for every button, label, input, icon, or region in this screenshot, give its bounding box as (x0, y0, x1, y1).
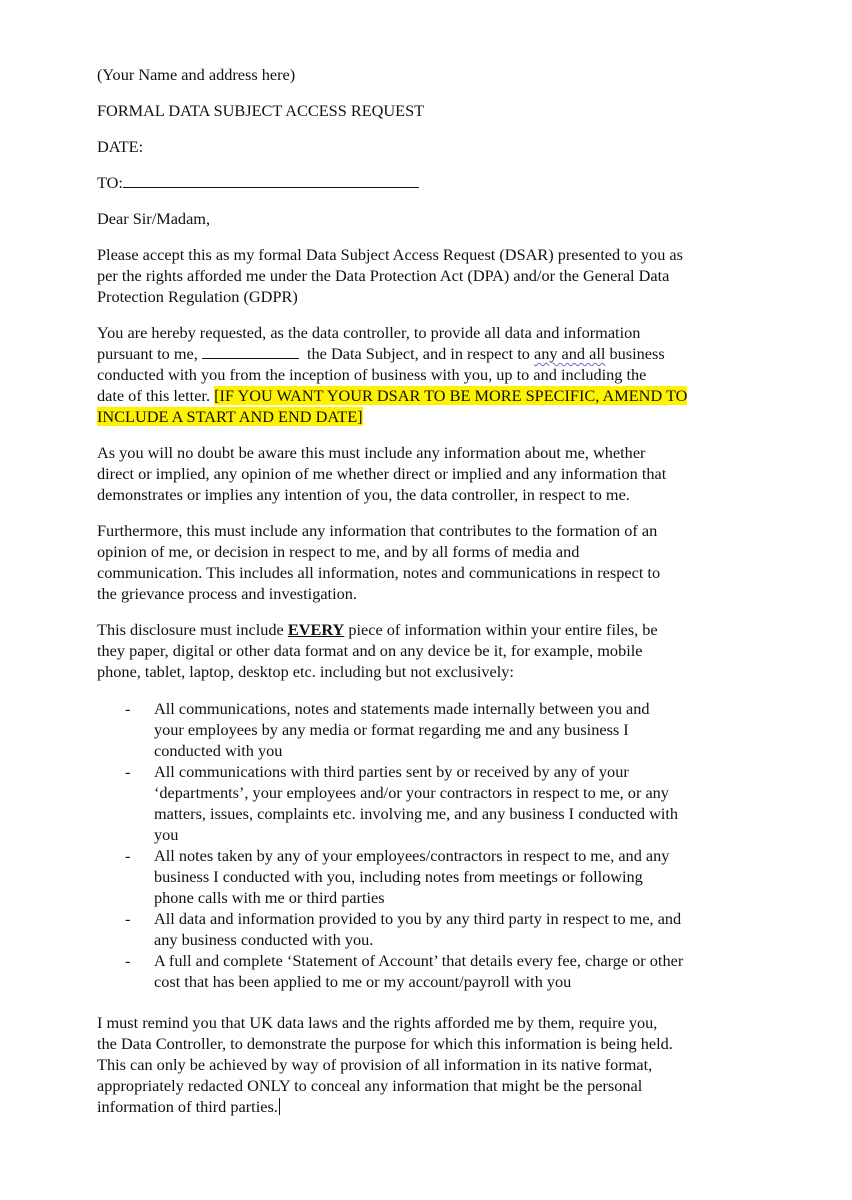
paragraph-line: the grievance process and investigation. (97, 584, 357, 603)
paragraph-line: they paper, digital or other data format and on any device be it, for example, mobile (97, 641, 643, 660)
text-span: information of third parties. (97, 1097, 278, 1116)
text-span: the Data Subject, and in respect to (307, 344, 530, 363)
paragraph-line: per the rights afforded me under the Data Protection Act (DPA) and/or the General Data (97, 266, 670, 285)
paragraph-reminder (97, 1012, 762, 1117)
text-span: piece of information within your entire files, be (348, 620, 658, 639)
paragraph-line (97, 406, 762, 427)
bullet-dash: - (125, 762, 131, 781)
paragraph-line: Please accept this as my formal Data Subject Access Request (DSAR) presented to you as (97, 245, 683, 264)
letter-heading: FORMAL DATA SUBJECT ACCESS REQUEST (97, 101, 425, 120)
grammar-flagged-text: any and all (533, 344, 606, 363)
list-item-line: ‘departments’, your employees and/or your contractors in respect to me, or any (154, 783, 669, 802)
list-item (97, 950, 762, 992)
paragraph-line: communication. This includes all information, notes and communications in respect to (97, 563, 661, 582)
paragraph-line: I must remind you that UK data laws and the rights afforded me by them, require you, (97, 1013, 658, 1032)
paragraph-line: You are hereby requested, as the data controller, to provide all data and information (97, 323, 641, 342)
bullet-dash: - (125, 909, 131, 928)
emphasis-every: EVERY (287, 620, 345, 639)
paragraph-line (97, 385, 762, 406)
date-line: DATE: (97, 137, 144, 156)
highlighted-instruction: INCLUDE A START AND END DATE] (97, 407, 363, 426)
paragraph-line: conducted with you from the inception of business with you, up to and including the (97, 365, 647, 384)
paragraph-line: demonstrates or implies any intention of you, the data controller, in respect to me. (97, 485, 630, 504)
bullet-dash: - (125, 846, 131, 865)
letter-body (97, 64, 762, 1132)
list-item-line: business I conducted with you, including notes from meetings or following (154, 867, 643, 886)
list-item-line: All communications with third parties sent by or received by any of your (154, 762, 629, 781)
paragraph-line: appropriately redacted ONLY to conceal any information that might be the personal (97, 1076, 643, 1095)
bullet-dash: - (125, 699, 131, 718)
paragraph-line: Protection Regulation (GDPR) (97, 287, 298, 306)
paragraph-line: Furthermore, this must include any information that contributes to the formation of an (97, 521, 658, 540)
paragraph-line: As you will no doubt be aware this must include any information about me, whether (97, 443, 646, 462)
paragraph-disclosure (97, 619, 762, 682)
text-span: business (609, 344, 665, 363)
list-item-line: you (154, 825, 179, 844)
list-item (97, 698, 762, 761)
paragraph-awareness (97, 442, 762, 505)
to-label: TO: (97, 173, 123, 192)
paragraph-line: opinion of me, or decision in respect to me, and by all forms of media and (97, 542, 580, 561)
list-item-line: All communications, notes and statements made internally between you and (154, 699, 650, 718)
paragraph-line: direct or implied, any opinion of me whether direct or implied and any information that (97, 464, 667, 483)
to-line (97, 172, 762, 193)
salutation: Dear Sir/Madam, (97, 209, 211, 228)
list-item-line: cost that has been applied to me or my account/payroll with you (154, 972, 572, 991)
list-item-line: conducted with you (154, 741, 283, 760)
paragraph-data-controller (97, 322, 762, 427)
bullet-dash: - (125, 951, 131, 970)
paragraph-line: This can only be achieved by way of provision of all information in its native format, (97, 1055, 653, 1074)
list-item (97, 908, 762, 950)
text-span: date of this letter. (97, 386, 211, 405)
list-item-line: A full and complete ‘Statement of Account’ that details every fee, charge or other (154, 951, 684, 970)
to-blank-line (123, 172, 419, 188)
paragraph-line (97, 619, 762, 640)
list-item-line: any business conducted with you. (154, 930, 374, 949)
text-span: pursuant to me, (97, 344, 198, 363)
paragraph-line: the Data Controller, to demonstrate the purpose for which this information is being held. (97, 1034, 673, 1053)
sender-placeholder: (Your Name and address here) (97, 65, 296, 84)
list-item-line: All data and information provided to you by any third party in respect to me, and (154, 909, 682, 928)
list-item (97, 761, 762, 845)
paragraph-line (97, 343, 762, 364)
text-cursor[interactable] (279, 1098, 280, 1115)
paragraph-request (97, 244, 762, 307)
data-subject-blank-line (202, 343, 299, 359)
list-item-line: All notes taken by any of your employees/contractors in respect to me, and any (154, 846, 670, 865)
list-item-line: your employees by any media or format regarding me and any business I (154, 720, 629, 739)
disclosure-list (97, 698, 762, 992)
paragraph-furthermore (97, 520, 762, 604)
list-item (97, 845, 762, 908)
highlighted-instruction: [IF YOU WANT YOUR DSAR TO BE MORE SPECIFIC, AMEND TO (214, 386, 688, 405)
text-span: This disclosure must include (97, 620, 284, 639)
paragraph-line (97, 1096, 762, 1117)
list-item-line: matters, issues, complaints etc. involving me, and any business I conducted with (154, 804, 679, 823)
paragraph-line: phone, tablet, laptop, desktop etc. including but not exclusively: (97, 662, 514, 681)
list-item-line: phone calls with me or third parties (154, 888, 385, 907)
